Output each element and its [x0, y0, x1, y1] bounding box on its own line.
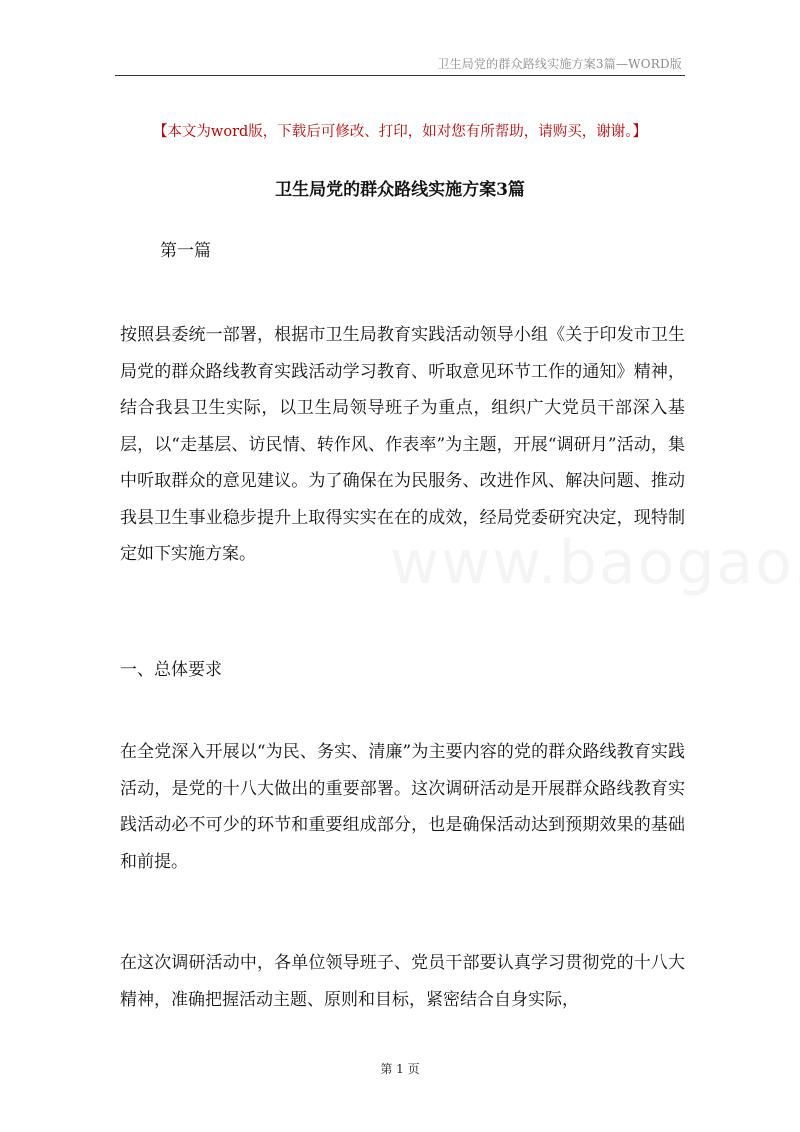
page-number: 第 1 页	[380, 1062, 420, 1076]
purchase-notice: 【本文为word版，下载后可修改、打印，如对您有所帮助，请购买，谢谢。】	[152, 124, 648, 140]
running-header: 卫生局党的群众路线实施方案3篇—WORD版	[437, 57, 682, 71]
paragraph-intro: 按照县委统一部署，根据市卫生局教育实践活动领导小组《关于印发市卫生局党的群众路线教育实践活动学习教育、听取意见环节工作的通知》精神，结合我县卫生实际，以卫生局领导班子为重点，组织广大党员干部深入基层，以“走基层、访民情、转作风、作表率”为主题，开展“调研月”活动，集中听取群众的意见建议。为了确保在为民服务、改进作风、解决问题、推动我县卫生事业稳步提升上取得实实在在的成效，经局党委研究决定，现特制定如下实施方案。	[120, 325, 685, 564]
paragraph-research-activity: 在这次调研活动中，各单位领导班子、党员干部要认真学习贯彻党的十八大精神，准确把握活动主题、原则和目标，紧密结合自身实际，	[120, 953, 685, 1010]
header-divider	[115, 75, 685, 76]
paragraph-general-requirements: 在全党深入开展以“为民、务实、清廉”为主要内容的党的群众路线教育实践活动，是党的十八大做出的重要部署。这次调研活动是开展群众路线教育实践活动必不可少的环节和重要组成部分，也是确保活动达到预期效果的基础和前提。	[120, 742, 685, 872]
document-title: 卫生局党的群众路线实施方案3篇	[275, 180, 525, 200]
part-label: 第一篇	[160, 241, 211, 261]
section-heading-general-requirements: 一、总体要求	[120, 660, 222, 680]
